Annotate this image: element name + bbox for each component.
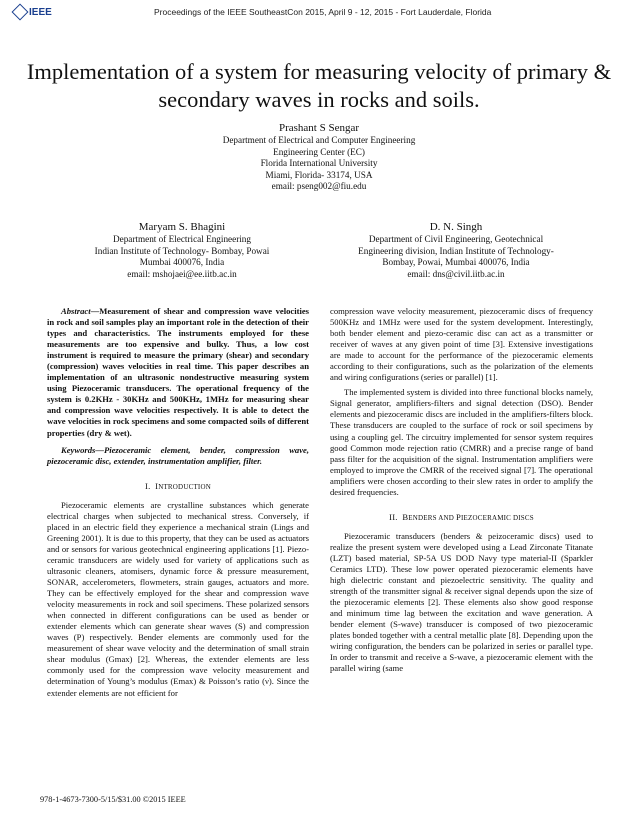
author-affiliation: Bombay, Powai, Mumbai 400076, India: [382, 257, 530, 268]
author-affiliation: Mumbai 400076, India: [139, 257, 225, 268]
author-affiliation: Engineering division, Indian Institute of Technology-: [358, 245, 554, 256]
author-block-1: [160, 121, 478, 193]
ieee-logo: [14, 6, 52, 18]
abstract-text: —Measurement of shear and compression wave velocities in rock and soil samples play an important role in the detection of their types and characteristics. The instruments employed for these measurements are too expensive and bulky. Thus, a low cost instrument is required to measure the primary (shear) and secondary (compression) waves velocities in real time. This paper describes an implementation of an ultrasonic nondestructive measuring system using Piezoceramic transducers. The operational frequency of the system is 0.2KHz - 30KHz and 500KHz, 1MHz for measuring shear and compression wave velocities respectively. It is able to detect the wave velocities in rock specimens and some compacted soils of different properties (dry & wet).: [47, 306, 309, 438]
author-affiliation: Engineering Center (EC): [273, 146, 365, 157]
author-email: email: mshojaei@ee.iitb.ac.in: [127, 268, 237, 279]
proceedings-line: Proceedings of the IEEE SoutheastCon 2015, April 9 - 12, 2015 - Fort Lauderdale, Florida: [154, 7, 492, 17]
right-column: [330, 306, 593, 674]
introduction-paragraph: Piezoceramic elements are crystalline substances which generate electrical charges when subjected to mechanical stress. Conversely, if placed in an electric field they experience a mechanical strain (Lings and Greening 2001). It is due to this property, that they can be used as actuators and or sensors for various geotechnical engineering applications [1]. Piezo-ceramic transducers are widely used for variety of applications such as ultrasonic cleaners, atomisers, dynamic force & pressure measurement, SONAR, accelerometers, flowmeters, strain gauges, actuators and more. They can be effectively employed for the shear and compression wave velocity measurements in rock and soil specimens. These polarized sensors when connected in different configurations can be used as bender or extender elements which can generate shear waves (S) and compression waves (P) respectively. Bender elements are commonly used for the measurement of shear wave velocity and the determination of small strain shear modulus (Gmax) [2]. Whereas, the extender elements are less commonly used for the compression wave velocity measurement and determination of Young’s modulus (Emax) & Poisson’s ratio (ν). Since the extender elements are not efficient for: [47, 499, 309, 698]
author-affiliation: Indian Institute of Technology- Bombay, Powai: [94, 245, 270, 256]
body-paragraph: Piezoceramic transducers (benders & peizoceramic discs) used to realize the present system were developed using a Lead Zirconate Titanate (LZT) based material, SP-5A US DOD Navy type material-II (Sparkler Ceramics LTD). These low power operated piezoceramic elements have high dielectric constant and piezoelectric sensitivity. The quality and strength of the transmitter signal & receiver signal depends upon the size of the piezoceramic elements [2]. These elements also show good response and minimum time lag between the excitation and wave generation. A bender element (S-wave) transducer is composed of two piezoceramic plates bonded together with a central metallic plate [8]. Depending upon the wiring configuration, the benders can be polarized in series or parallel type. In order to transmit and receive a S-wave, a piezoceramic element with the parallel wiring (same: [330, 530, 593, 674]
section-heading-introduction: I. INTRODUCTION: [145, 480, 211, 491]
copyright-footer: 978-1-4673-7300-5/15/$31.00 ©2015 IEEE: [40, 795, 186, 804]
author-affiliation: Department of Electrical and Computer Engineering: [222, 135, 416, 145]
logo-text: IEEE: [29, 6, 52, 18]
ieee-diamond-icon: [12, 4, 29, 21]
paper-title: Implementation of a system for measuring velocity of primary & secondary waves in rocks and soils.: [26, 59, 612, 112]
author-email: email: dns@civil.iitb.ac.in: [407, 268, 505, 279]
abstract-label: Abstract: [61, 306, 91, 316]
author-name: Maryam S. Bhagini: [138, 221, 226, 233]
author-affiliation: Department of Electrical Engineering: [112, 234, 251, 244]
keywords: Keywords—Piezoceramic element, bender, compression wave, piezoceramic disc, extender, instrumentation amplifier, filter.: [47, 444, 309, 466]
body-paragraph: The implemented system is divided into three functional blocks namely, Signal generator, amplifiers-filters and signal detection (DSO). Bender elements and piezoceramic discs are included in the amplifiers-filters block. These transducers are coupled to the surface of rock or soil specimens by using a coupling gel. The circuitry implemented for sensor system requires good Common mode rejection ratio (CMRR) and a precise range of band pass filter for the acquisition of the signal. Instrumentation amplifiers were employed to improve the CMRR of the received signal [7]. The operational amplifiers were chosen according to their slew rates in order to amplify the desired frequencies.: [330, 387, 593, 497]
body-paragraph: compression wave velocity measurement, piezoceramic discs of frequency 500KHz and 1MHz were used for the system development. Interestingly, both bender element and piezo-ceramic disc can act as a transmitter or receiver of waves at any given point of time [3]. Extensive investigations are made to account for the performance of the piezoceramic elements according to their configurations, such as the polarization of the elements and wiring configurations (series or parallel) [1].: [330, 306, 593, 383]
author-block-2: [56, 220, 308, 280]
author-affiliation: Department of Civil Engineering, Geotechnical: [368, 234, 544, 244]
author-affiliation: Florida International University: [260, 158, 378, 169]
author-affiliation: Miami, Florida- 33174, USA: [265, 169, 373, 180]
left-column: [47, 306, 309, 699]
author-name: Prashant S Sengar: [278, 122, 360, 134]
abstract: [47, 306, 309, 439]
author-block-3: [330, 220, 582, 280]
author-email: email: pseng002@fiu.edu: [271, 181, 367, 192]
page-header: [14, 6, 624, 22]
section-heading-benders: II. BENDERS AND PIEZOCERAMIC DISCS: [389, 511, 534, 522]
author-name: D. N. Singh: [429, 221, 483, 233]
